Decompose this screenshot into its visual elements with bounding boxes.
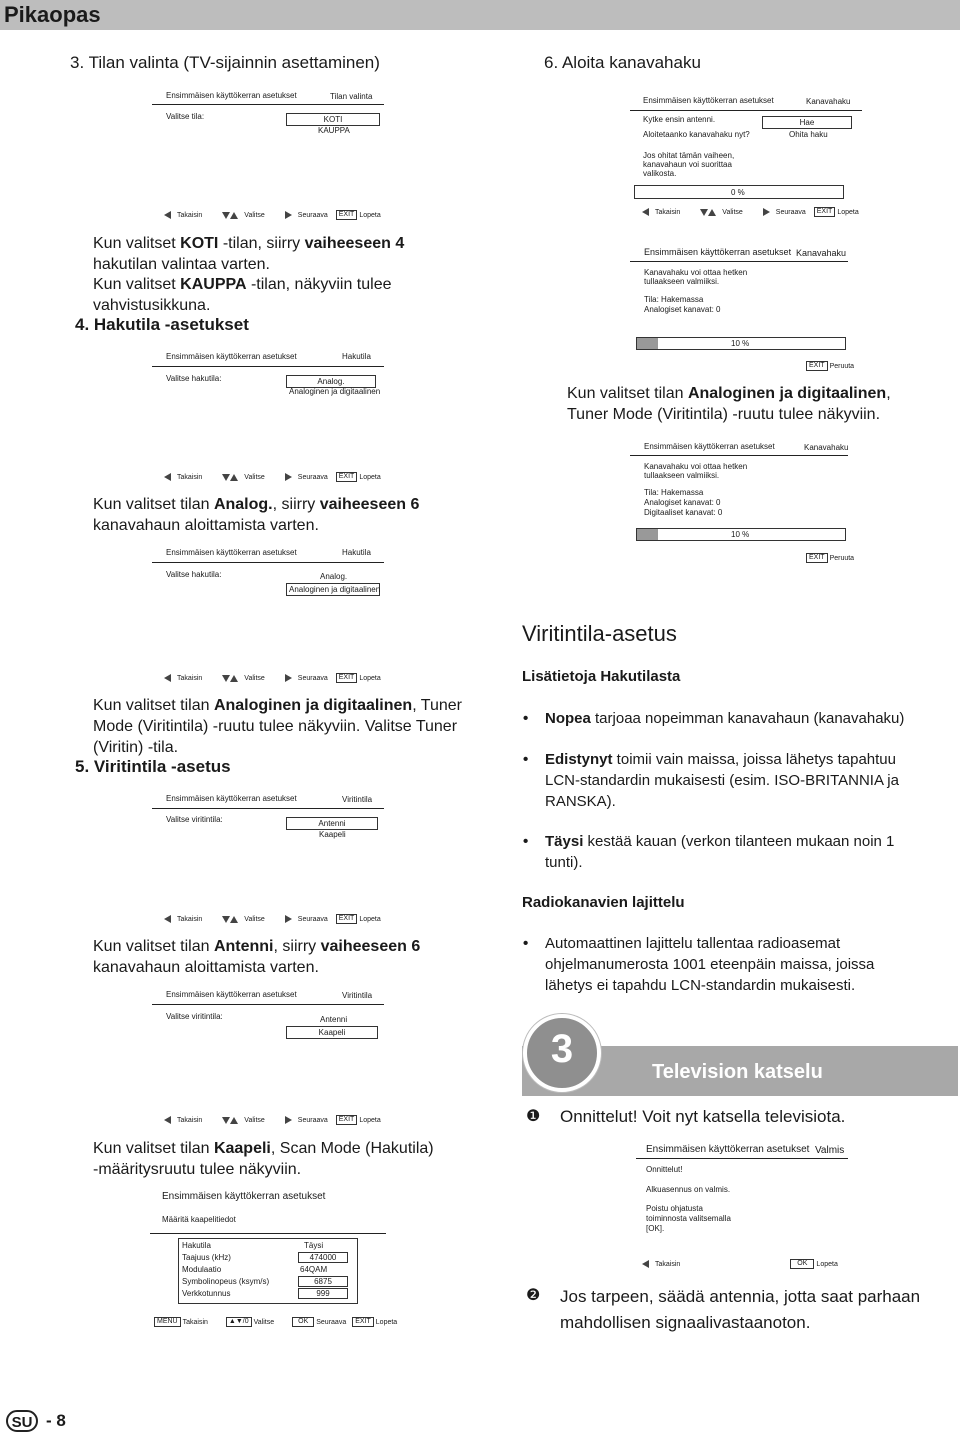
search-button[interactable]: Hae <box>762 116 852 129</box>
banner-number: 3 <box>550 1027 574 1071</box>
bullet-dot-icon: • <box>523 710 529 727</box>
nav-back[interactable]: Takaisin <box>655 208 681 216</box>
nav-quit[interactable]: Lopeta <box>375 1318 398 1326</box>
screen-heading: Ensimmäisen käyttökerran asetukset <box>162 1191 326 1202</box>
nav-quit[interactable]: Lopeta <box>359 674 381 682</box>
text-line: Digitaaliset kanavat: 0 <box>644 508 723 517</box>
nav-next[interactable]: Seuraava <box>297 473 328 481</box>
exit-key[interactable]: EXIT <box>336 1115 358 1125</box>
nav-bar <box>164 1115 381 1125</box>
divider <box>630 110 862 111</box>
paragraph-antenna: Kun valitset tilan Antenni, siirry vaiheeseen 6 kanavahaun aloittamista varten. <box>93 938 421 976</box>
paragraph-tuner-mode: Kun valitset tilan Analoginen ja digitaalinen, Tuner Mode (Viritintila) -ruutu tulee näkyviin. <box>567 385 891 423</box>
nav-select[interactable]: Valitse <box>244 1116 265 1124</box>
paragraph-analog: Kun valitset tilan Analog., siirry vaiheeseen 6 kanavahaun aloittamista varten. <box>93 496 420 534</box>
nav-select[interactable]: Valitse <box>722 208 743 216</box>
row-network-id-label: Verkkotunnus <box>182 1289 231 1298</box>
field-label: Valitse hakutila: <box>166 570 222 579</box>
step-2-text: Jos tarpeen, säädä antennia, jotta saat parhaan mahdollisen signaalivastaanoton. <box>560 1287 921 1332</box>
section-heading-tuner: Viritintila-asetus <box>522 621 677 646</box>
option-antenna[interactable]: Antenni <box>320 1015 348 1024</box>
option-cable[interactable]: Kaapeli <box>286 1026 378 1039</box>
nav-quit[interactable]: Lopeta <box>359 915 381 923</box>
page-number: - 8 <box>46 1411 66 1430</box>
nav-back[interactable]: Takaisin <box>177 674 203 682</box>
menu-key[interactable]: MENU <box>154 1317 181 1327</box>
nav-next[interactable]: Seuraava <box>297 211 328 219</box>
option-analog[interactable]: Analog. <box>320 572 348 581</box>
text-line: Alkuasennus on valmis. <box>646 1185 731 1194</box>
right-arrow-icon <box>285 473 292 481</box>
nav-quit[interactable]: Lopeta <box>837 208 859 216</box>
row-frequency-value[interactable]: 474000 <box>298 1252 348 1263</box>
left-arrow-icon <box>642 1260 649 1268</box>
text-line: Jos ohitat tämän vaiheen, <box>643 151 735 160</box>
updown-arrow-icon <box>222 916 238 923</box>
nav-next[interactable]: Seuraava <box>297 674 328 682</box>
nav-bar <box>806 553 854 563</box>
screen-tab: Viritintila <box>342 795 373 804</box>
step-1-text: Onnittelut! Voit nyt katsella televisiota. <box>560 1107 846 1126</box>
exit-key[interactable]: EXIT <box>814 207 836 217</box>
field-label: Valitse viritintila: <box>166 815 223 824</box>
divider <box>152 808 384 809</box>
divider <box>152 366 384 367</box>
screen-tab: Hakutila <box>342 548 371 557</box>
section-5-title: 5. Viritintila -asetus <box>75 757 231 776</box>
divider <box>150 1233 386 1234</box>
exit-key[interactable]: EXIT <box>336 210 358 220</box>
ok-key[interactable]: OK <box>292 1317 314 1327</box>
nav-next[interactable]: Seuraava <box>297 1116 328 1124</box>
row-symbol-rate-label: Symbolinopeus (ksym/s) <box>182 1277 270 1286</box>
bullet-dot-icon: • <box>523 935 529 952</box>
updown-arrow-icon <box>222 1117 238 1124</box>
row-network-id-value[interactable]: 999 <box>298 1288 348 1299</box>
exit-key[interactable]: EXIT <box>336 914 358 924</box>
screen-heading: Ensimmäisen käyttökerran asetukset <box>166 548 297 557</box>
row-modulation-label: Modulaatio <box>182 1265 222 1274</box>
section-4-title: 4. Hakutila -asetukset <box>75 315 249 334</box>
text-line: toiminnosta valitsemalla <box>646 1214 731 1223</box>
left-arrow-icon <box>164 211 171 219</box>
field-label: Valitse tila: <box>166 112 205 121</box>
text-line: [OK]. <box>646 1224 665 1233</box>
bullet-dot-icon: • <box>523 833 529 850</box>
row-search-mode-label: Hakutila <box>182 1241 211 1250</box>
text-line: Analogiset kanavat: 0 <box>644 498 721 507</box>
nav-next[interactable]: Seuraava <box>316 1318 347 1326</box>
option-cable[interactable]: Kaapeli <box>319 830 346 839</box>
text-line: tullaakseen valmiiksi. <box>644 471 720 480</box>
nav-select[interactable]: Valitse <box>253 1318 275 1326</box>
screen-tab: Kanavahaku <box>796 248 847 258</box>
nav-back[interactable]: Takaisin <box>655 1260 681 1268</box>
screen-heading: Ensimmäisen käyttökerran asetukset <box>644 247 792 257</box>
screen-heading: Ensimmäisen käyttökerran asetukset <box>166 794 297 803</box>
updown-arrow-icon <box>222 212 238 219</box>
screen-heading: Ensimmäisen käyttökerran asetukset <box>166 91 297 100</box>
text-line: Kanavahaku voi ottaa hetken <box>644 268 748 277</box>
progress-percent: 10 % <box>731 530 750 539</box>
nav-bar <box>642 1259 838 1269</box>
screen-tab: Viritintila <box>342 991 373 1000</box>
text-line: kanavahaun voi suorittaa <box>643 160 732 169</box>
page-title: Pikaopas <box>4 2 101 27</box>
option-home[interactable]: KOTI <box>286 113 380 126</box>
text-line: tullaakseen valmiiksi. <box>644 277 720 286</box>
nav-back[interactable]: Takaisin <box>177 473 203 481</box>
nav-next[interactable]: Seuraava <box>297 915 328 923</box>
nav-quit[interactable]: Lopeta <box>359 473 381 481</box>
left-arrow-icon <box>164 674 171 682</box>
screen-heading: Ensimmäisen käyttökerran asetukset <box>166 990 297 999</box>
nav-cancel[interactable]: Peruuta <box>829 362 855 370</box>
updown-arrow-icon <box>700 209 716 216</box>
option-analog-digital[interactable]: Analoginen ja digitaalinen <box>286 583 380 596</box>
text-line: Tila: Hakemassa <box>644 295 704 304</box>
paragraph-analog-digital: Kun valitset tilan Analoginen ja digitaalinen, Tuner Mode (Viritintila) -ruutu tulee näkyviin. Valitse Tuner (Viritin) -tila. <box>93 697 463 756</box>
nav-bar <box>154 1317 397 1327</box>
left-arrow-icon <box>164 1116 171 1124</box>
divider <box>152 562 384 563</box>
left-arrow-icon <box>642 208 649 216</box>
progress-percent: 0 % <box>731 188 745 197</box>
screen-heading: Ensimmäisen käyttökerran asetukset <box>166 352 297 361</box>
right-arrow-icon <box>285 915 292 923</box>
section-6-title: 6. Aloita kanavahaku <box>544 53 701 72</box>
exit-key[interactable]: EXIT <box>336 673 358 683</box>
paragraph-home: Kun valitset KOTI -tilan, siirry vaiheeseen 4 hakutilan valintaa varten. <box>93 235 405 273</box>
exit-key[interactable]: EXIT <box>336 472 358 482</box>
nav-bar <box>164 210 381 220</box>
updown-arrow-icon <box>222 675 238 682</box>
exit-key[interactable]: EXIT <box>352 1317 374 1327</box>
nav-bar <box>806 361 854 371</box>
screen-heading: Ensimmäisen käyttökerran asetukset <box>646 1144 810 1155</box>
exit-key[interactable]: EXIT <box>806 361 828 371</box>
divider <box>152 1004 384 1005</box>
nav-back[interactable]: Takaisin <box>177 1116 203 1124</box>
option-analog[interactable]: Analog. <box>286 375 376 388</box>
nav-back[interactable]: Takaisin <box>177 915 203 923</box>
step-2-number: ❷ <box>526 1287 541 1304</box>
screen-heading: Ensimmäisen käyttökerran asetukset <box>644 442 775 451</box>
field-label: Valitse hakutila: <box>166 374 222 383</box>
divider <box>630 261 848 262</box>
skip-search-button[interactable]: Ohita haku <box>789 130 828 139</box>
exit-key[interactable]: EXIT <box>806 553 828 563</box>
updown-key[interactable]: ▲▼/0 <box>226 1317 252 1327</box>
row-search-mode-value[interactable]: Täysi <box>304 1241 324 1250</box>
screen-subtitle: Määritä kaapelitiedot <box>162 1215 236 1224</box>
section-3-title: 3. Tilan valinta (TV-sijainnin asettaminen) <box>70 53 380 72</box>
progress-percent: 10 % <box>731 339 750 348</box>
nav-bar <box>642 207 859 217</box>
step-1-number: ❶ <box>526 1108 541 1125</box>
bullet-advanced: • Edistynyt toimii vain maissa, joissa lähetys tapahtuu LCN-standardin mukaisesti (esim. ISO-BRITANNIA ja RANSKA). <box>523 751 899 810</box>
bullet-dot-icon: • <box>523 751 529 768</box>
right-arrow-icon <box>763 208 770 216</box>
radio-heading: Radiokanavien lajittelu <box>522 894 685 911</box>
paragraph-store: Kun valitset KAUPPA -tilan, näkyviin tulee vahvistusikkuna. <box>93 276 392 314</box>
divider <box>152 104 384 105</box>
option-analog-digital[interactable]: Analoginen ja digitaalinen <box>289 387 381 396</box>
text-line: Aloitetaanko kanavahaku nyt? <box>643 130 750 139</box>
ok-key[interactable]: OK <box>790 1259 814 1269</box>
nav-bar <box>164 914 381 924</box>
divider <box>630 455 848 456</box>
row-frequency-label: Taajuus (kHz) <box>182 1253 231 1262</box>
banner-title: Television katselu <box>652 1061 823 1083</box>
right-arrow-icon <box>285 674 292 682</box>
nav-cancel[interactable]: Peruuta <box>829 554 855 562</box>
text-line: Kanavahaku voi ottaa hetken <box>644 462 748 471</box>
paragraph-cable: Kun valitset tilan Kaapeli, Scan Mode (Hakutila) -määritysruutu tulee näkyviin. <box>93 1140 434 1178</box>
language-badge: SU <box>6 1410 38 1432</box>
nav-back[interactable]: Takaisin <box>182 1318 208 1326</box>
nav-select[interactable]: Valitse <box>244 915 265 923</box>
screen-tab: Kanavahaku <box>806 97 851 106</box>
text-line: Tila: Hakemassa <box>644 488 704 497</box>
divider <box>636 1158 848 1159</box>
info-heading: Lisätietoja Hakutilasta <box>522 668 681 685</box>
nav-quit[interactable]: Lopeta <box>359 211 381 219</box>
bullet-radio: • Automaattinen lajittelu tallentaa radioasemat ohjelmanumerosta 1001 eteenpäin maissa, joissa lähetys ei tapahdu LCN-standardin mukaisesti. <box>523 935 875 994</box>
nav-quit[interactable]: Lopeta <box>359 1116 381 1124</box>
screen-tab: Valmis <box>815 1145 845 1156</box>
field-label: Valitse viritintila: <box>166 1012 223 1021</box>
bullet-full: • Täysi kestää kauan (verkon tilanteen mukaan noin 1 tunti). <box>523 833 895 871</box>
left-arrow-icon <box>164 915 171 923</box>
option-store[interactable]: KAUPPA <box>318 126 350 135</box>
screen-tab: Tilan valinta <box>330 92 373 101</box>
row-modulation-value[interactable]: 64QAM <box>300 1265 328 1274</box>
text-line: Kytke ensin antenni. <box>643 115 716 124</box>
nav-next[interactable]: Seuraava <box>775 208 806 216</box>
right-arrow-icon <box>285 211 292 219</box>
screen-heading: Ensimmäisen käyttökerran asetukset <box>643 96 774 105</box>
option-antenna[interactable]: Antenni <box>286 817 378 830</box>
bullet-fast: • Nopea tarjoaa nopeimman kanavahaun (kanavahaku) <box>523 710 905 727</box>
right-arrow-icon <box>285 1116 292 1124</box>
left-arrow-icon <box>164 473 171 481</box>
text-line: valikosta. <box>643 169 677 178</box>
nav-select[interactable]: Valitse <box>244 211 265 219</box>
text-line: Onnittelut! <box>646 1165 683 1174</box>
nav-quit[interactable]: Lopeta <box>816 1260 838 1268</box>
nav-back[interactable]: Takaisin <box>177 211 203 219</box>
page-header-bar <box>0 0 960 30</box>
updown-arrow-icon <box>222 474 238 481</box>
text-line: Analogiset kanavat: 0 <box>644 305 721 314</box>
text-line: Poistu ohjatusta <box>646 1204 703 1213</box>
screen-tab: Hakutila <box>342 352 371 361</box>
nav-bar <box>164 673 381 683</box>
nav-bar <box>164 472 381 482</box>
screen-tab: Kanavahaku <box>804 443 849 452</box>
row-symbol-rate-value[interactable]: 6875 <box>298 1276 348 1287</box>
nav-select[interactable]: Valitse <box>244 674 265 682</box>
nav-select[interactable]: Valitse <box>244 473 265 481</box>
